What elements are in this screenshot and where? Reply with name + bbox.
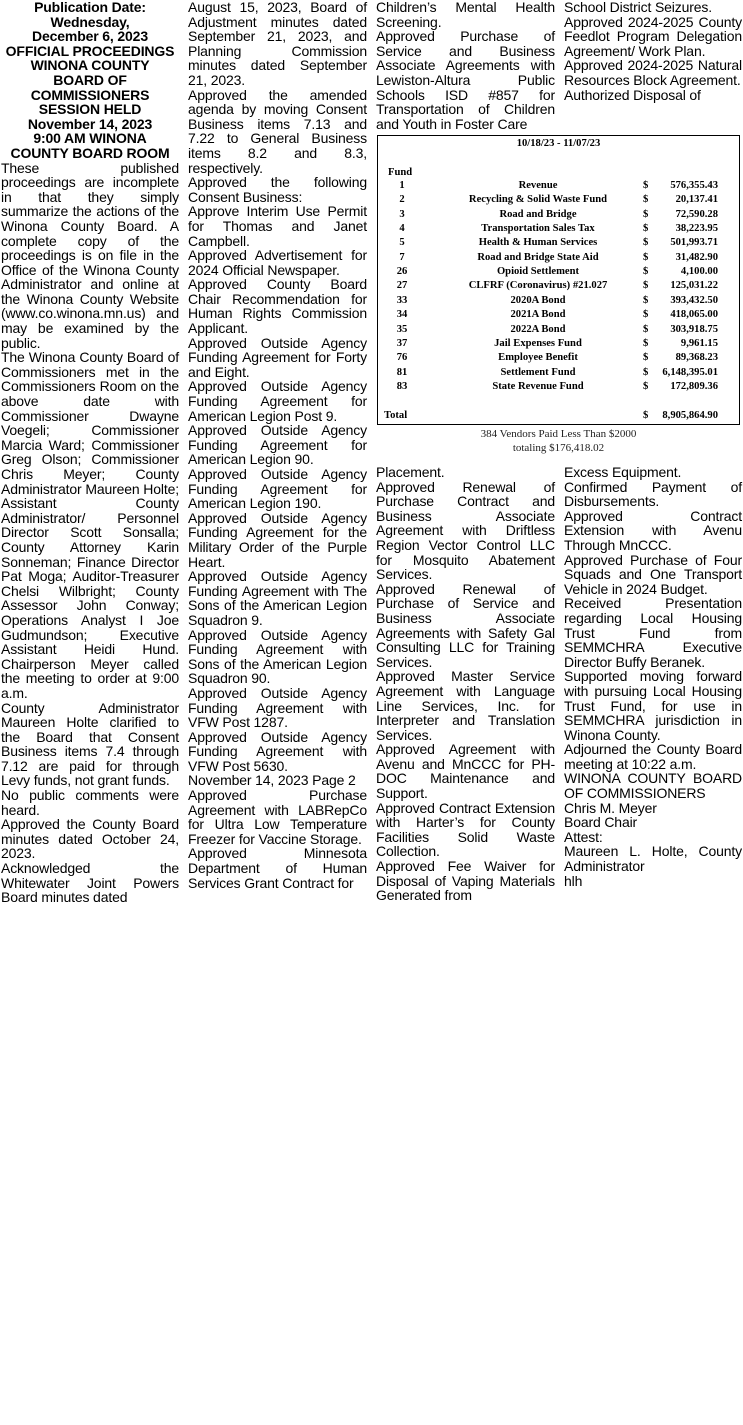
paragraph: Approved the amended agenda by moving Consent Business items 7.13 and 7.22 to General Business items 8.2 and 8.3, respectively.: [188, 86, 367, 176]
paragraph: Approve Interim Use Permit for Thomas and Janet Campbell.: [188, 203, 367, 249]
paragraph: The Winona County Board of Commissioners met in the Commissioners Room on the above date with Commissioner Dwayne Voegeli; Commissioner Marcia Ward; Commissioner Greg Olson; Commissioner Chris Meyer; County Administrator Maureen Holte; Assistant County Administrator/ Personnel Director Scott Sonsalla; County Attorney Karin Sonneman; Finance Director Pat Moga; Auditor-Treasurer Chelsi Wilbright; County Assessor John Conway; Operations Analyst I Joe Gudmundson; Executive Assistant Heidi Hund. Chairperson Meyer called the meeting to order at 9:00 a.m.: [1, 349, 179, 701]
fund-name: Settlement Fund: [500, 366, 576, 378]
column-4-top: [564, 0, 742, 102]
fund-name: Road and Bridge State Aid: [477, 251, 599, 263]
signature-name: Chris M. Meyer: [564, 799, 657, 816]
session-time: 9:00 AM WINONA: [33, 130, 147, 147]
title-line: COMMISSIONERS: [30, 86, 150, 103]
fund-currency: $: [643, 237, 649, 249]
fund-name: State Revenue Fund: [492, 380, 584, 392]
fund-table-row: [378, 180, 739, 194]
paragraph: Approved Outside Agency Funding Agreement for American Legion 190.: [188, 466, 367, 512]
paragraph: Received Presentation regarding Local Housing Trust Fund from SEMMCHRA Executive Director Buffy Beranek.: [564, 595, 742, 670]
paragraph: Approved Outside Agency Funding Agreement for American Legion Post 9.: [188, 378, 367, 424]
vendors-count: 384 Vendors Paid Less Than $2000: [480, 428, 637, 440]
fund-currency: $: [643, 194, 649, 206]
publication-date: December 6, 2023: [32, 28, 148, 45]
fund-code: 83: [396, 380, 408, 392]
paragraph: Approved Purchase of Four Squads and One Transport Vehicle in 2024 Budget.: [564, 551, 742, 597]
fund-amount: 303,918.75: [670, 323, 718, 335]
fund-amount: 576,355.43: [670, 180, 718, 191]
vendors-note: [377, 427, 740, 455]
fund-name: Opioid Settlement: [496, 266, 580, 278]
fund-code: 76: [396, 352, 408, 364]
fund-name: 2021A Bond: [510, 309, 566, 321]
fund-code: 4: [399, 223, 405, 235]
fund-code: 7: [399, 251, 405, 263]
paragraph: Approved Outside Agency Funding Agreement for Forty and Eight.: [188, 334, 367, 380]
fund-amount: 393,432.50: [670, 294, 718, 306]
column-3-bottom: [376, 465, 555, 903]
fund-table-period: 10/18/23 - 11/07/23: [516, 138, 601, 149]
paragraph: Approved County Board Chair Recommendation for Human Rights Commission Applicant.: [188, 276, 367, 337]
column-2: [188, 0, 367, 890]
fund-table-row: [378, 381, 739, 395]
paragraph: Supported moving forward with pursuing Local Housing Trust Fund, for use in SEMMCHRA jurisdiction in Winona County.: [564, 668, 742, 743]
fund-table-row: [378, 194, 739, 208]
paragraph: Approved Purchase Agreement with LABRepCo for Ultra Low Temperature Freezer for Vaccine Storage.: [188, 787, 367, 847]
fund-name: Employee Benefit: [498, 352, 578, 364]
fund-currency: $: [643, 223, 649, 235]
title-line: OFFICIAL PROCEEDINGS: [5, 42, 175, 59]
fund-table-total-row: [378, 410, 739, 424]
fund-code: 2: [399, 194, 405, 206]
fund-currency: $: [643, 251, 649, 263]
paragraph: Approved Agreement with Avenu and MnCCC for PH-DOC Maintenance and Support.: [376, 741, 555, 802]
vendors-total: totaling $176,418.02: [512, 442, 605, 454]
paragraph: Placement.: [376, 464, 445, 480]
fund-amount: 125,031.22: [670, 280, 718, 292]
column-4-bottom: [564, 465, 742, 888]
signature-title: Board Chair: [564, 814, 638, 831]
paragraph: Approved Contract Extension with Avenu Through MnCCC.: [564, 507, 742, 553]
paragraph: Confirmed Payment of Disbursements.: [564, 478, 742, 510]
paragraph: Approved Outside Agency Funding Agreement for American Legion 90.: [188, 422, 367, 468]
fund-table-row: [378, 280, 739, 294]
fund-amount: 418,065.00: [670, 309, 718, 321]
fund-code: 37: [396, 337, 408, 349]
fund-name: Transportation Sales Tax: [481, 223, 595, 235]
fund-amount: 9,961.15: [680, 337, 718, 349]
paragraph: Adjourned the County Board meeting at 10:22 a.m.: [564, 741, 742, 772]
fund-amount: 501,993.71: [670, 237, 718, 249]
paragraph: Approved Minnesota Department of Human Services Grant Contract for: [188, 845, 367, 891]
fund-table-row: [378, 237, 739, 251]
paragraph: Approved Outside Agency Funding Agreement with Sons of the American Legion Squadron 90.: [188, 626, 367, 687]
fund-code: 5: [399, 237, 405, 249]
fund-table-row: [378, 324, 739, 338]
fund-currency: $: [643, 208, 649, 220]
fund-code: 27: [396, 280, 408, 292]
fund-name: 2020A Bond: [510, 294, 566, 306]
fund-currency: $: [643, 180, 649, 191]
fund-table-row: [378, 223, 739, 237]
fund-table-row: [378, 367, 739, 381]
fund-table-row: [378, 252, 739, 266]
paragraph: Approved Outside Agency Funding Agreement with VFW Post 5630.: [188, 728, 367, 774]
paragraph: Approved the following Consent Business:: [188, 174, 367, 205]
attest-name: Maureen L. Holte, County Administrator: [564, 843, 742, 875]
fund-name: Road and Bridge: [499, 208, 577, 220]
paragraph: Approved Fee Waiver for Disposal of Vaping Materials Generated from: [376, 858, 555, 904]
fund-code: 3: [399, 208, 405, 220]
masthead: [1, 0, 179, 161]
total-label: Total: [384, 410, 408, 421]
paragraph: Acknowledged the Whitewater Joint Powers Board minutes dated: [1, 860, 179, 906]
paragraph: Approved Renewal of Purchase of Service and Business Associate Agreements with Safety Gal Consulting LLC for Training Services.: [376, 580, 555, 670]
publication-day: Wednesday,: [50, 13, 130, 30]
paragraph: Approved Renewal of Purchase Contract and Business Associate Agreement with Driftless Region Vector Control LLC for Mosquito Abatement Services.: [376, 478, 555, 583]
fund-code: 34: [396, 309, 408, 321]
title-line: WINONA COUNTY: [30, 57, 150, 74]
fund-name: Jail Expenses Fund: [494, 337, 582, 349]
total-amount: 8,905,864.90: [662, 410, 718, 421]
paragraph: Approved Master Service Agreement with Language Line Services, Inc. for Interpreter and Translation Services.: [376, 668, 555, 743]
fund-name: 2022A Bond: [510, 323, 566, 335]
fund-amount: 172,809.36: [670, 380, 718, 392]
fund-currency: $: [643, 266, 649, 278]
fund-table: [377, 135, 740, 425]
fund-table-row: [378, 352, 739, 366]
title-line: SESSION HELD: [38, 101, 142, 118]
fund-name: Health & Human Services: [478, 237, 598, 249]
attest-label: Attest:: [564, 828, 603, 845]
fund-table-row: [378, 295, 739, 309]
paragraph: Approved Purchase of Service and Business Associate Agreements with Lewiston-Altura Public Schools ISD #857 for Transportation of Children and Youth in Foster Care: [376, 28, 555, 132]
paragraph: Excess Equipment.: [564, 464, 682, 480]
paragraph: Approved Outside Agency Funding Agreement with VFW Post 1287.: [188, 684, 367, 731]
fund-currency: $: [643, 294, 649, 306]
paragraph: Approved Contract Extension with Harter’s for County Facilities Solid Waste Collection.: [376, 799, 555, 860]
paragraph: School District Seizures.: [564, 0, 712, 15]
fund-currency: $: [643, 366, 649, 378]
fund-code: 1: [399, 180, 405, 191]
fund-name: Revenue: [518, 180, 558, 191]
title-line: BOARD OF: [53, 71, 127, 88]
paragraph: Approved 2024-2025 Natural Resources Block Agreement.: [564, 57, 742, 88]
column-3-top: [376, 0, 555, 131]
fund-amount: 38,223.95: [675, 223, 718, 235]
paragraph: Authorized Disposal of: [564, 86, 701, 103]
session-date: November 14, 2023: [27, 115, 153, 132]
fund-amount: 72,590.28: [675, 208, 718, 220]
fund-table-row: [378, 338, 739, 352]
fund-amount: 31,482.90: [675, 251, 718, 263]
fund-name: CLFRF (Coronavirus) #21.027: [468, 280, 608, 292]
paragraph: Children’s Mental Health Screening.: [376, 0, 555, 30]
paragraph: County Administrator Maureen Holte clarified to the Board that Consent Business items 7.4 through 7.12 are paid for through Levy funds, not grant funds.: [1, 699, 179, 789]
paragraph: Approved the County Board minutes dated October 24, 2023.: [1, 816, 179, 862]
paragraph: Approved Outside Agency Funding Agreement for the Military Order of the Purple Heart.: [188, 509, 367, 570]
fund-code: 26: [396, 266, 408, 278]
fund-amount: 6,148,395.01: [662, 366, 718, 378]
total-currency: $: [643, 410, 649, 421]
signature-org: WINONA COUNTY BOARD OF COMMISSIONERS: [564, 770, 742, 802]
fund-currency: $: [643, 280, 649, 292]
fund-amount: 4,100.00: [680, 266, 718, 278]
fund-currency: $: [643, 337, 649, 349]
column-1: [1, 0, 179, 905]
page-marker: November 14, 2023 Page 2: [188, 772, 356, 789]
fund-amount: 20,137.41: [675, 194, 718, 206]
fund-code: 81: [396, 366, 408, 378]
fund-table-row: [378, 209, 739, 223]
fund-code: 33: [396, 294, 408, 306]
session-location: COUNTY BOARD ROOM: [10, 144, 170, 161]
paragraph: August 15, 2023, Board of Adjustment minutes dated September 21, 2023, and Planning Commission minutes dated September 21, 2023.: [188, 0, 367, 88]
fund-table-header: Fund: [388, 167, 413, 178]
fund-amount: 89,368.23: [675, 352, 718, 364]
fund-name: Recycling & Solid Waste Fund: [468, 194, 608, 206]
fund-currency: $: [643, 309, 649, 321]
paragraph: Approved Outside Agency Funding Agreement with The Sons of the American Legion Squadron 9.: [188, 568, 367, 628]
fund-currency: $: [643, 380, 649, 392]
paragraph: No public comments were heard.: [1, 787, 179, 818]
fund-currency: $: [643, 352, 649, 364]
fund-code: 35: [396, 323, 408, 335]
initials: hlh: [564, 872, 583, 889]
fund-currency: $: [643, 323, 649, 335]
paragraph: These published proceedings are incomplete in that they simply summarize the actions of the Winona County Board. A complete copy of the proceedings is on file in the Office of the Winona County Administrator and online at the Winona County Website (www.co.winona.mn.us) and may be examined by the public.: [1, 159, 179, 351]
publication-date-label: Publication Date:: [34, 0, 146, 15]
paragraph: Approved Advertisement for 2024 Official Newspaper.: [188, 247, 367, 278]
paragraph: Approved 2024-2025 County Feedlot Program Delegation Agreement/ Work Plan.: [564, 13, 742, 59]
fund-table-row: [378, 266, 739, 280]
fund-table-row: [378, 309, 739, 323]
